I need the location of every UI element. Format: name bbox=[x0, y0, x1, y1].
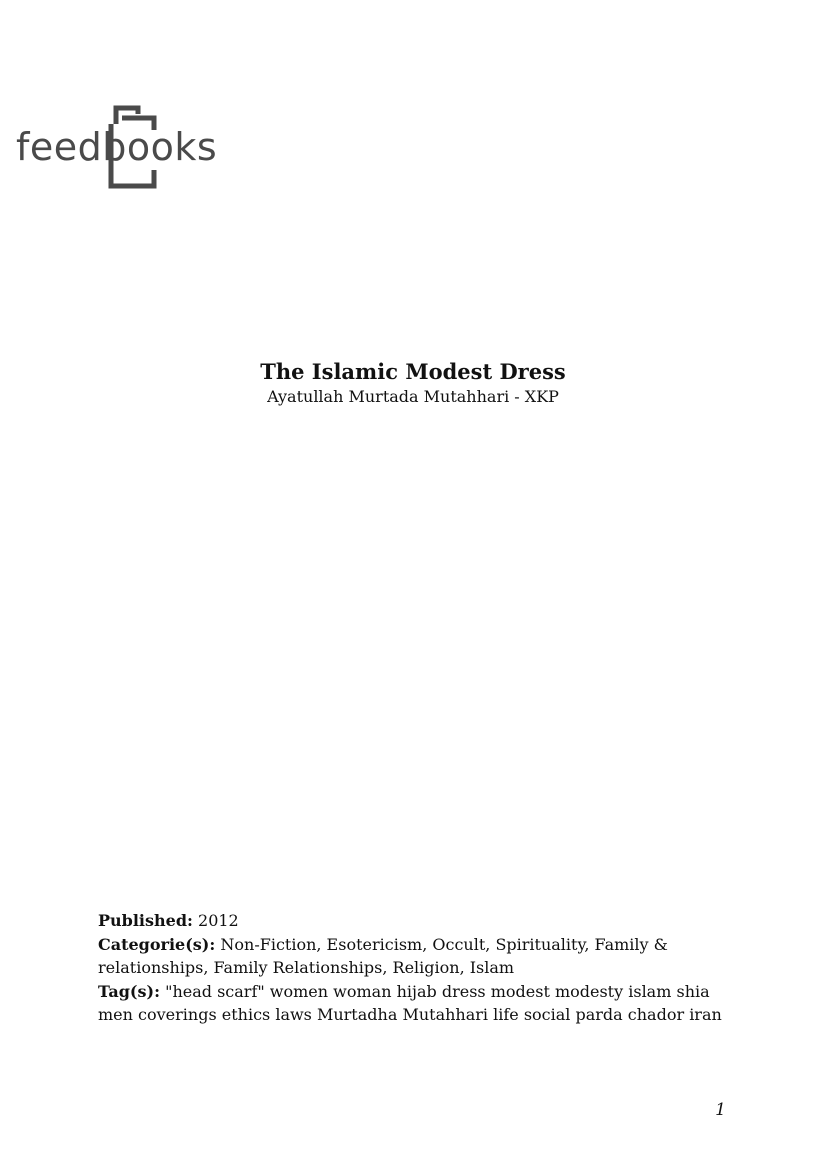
categories-label: Categorie(s): bbox=[98, 934, 216, 954]
published-row bbox=[98, 909, 728, 933]
book-title: The Islamic Modest Dress bbox=[260, 359, 566, 384]
title-block bbox=[0, 358, 826, 408]
categories-row bbox=[98, 933, 728, 980]
published-label: Published: bbox=[98, 911, 193, 930]
tags-value: "head scarf" women woman hijab dress modest modesty islam shia men coverings ethics laws Murtadha Mutahhari life social parda chador iran bbox=[98, 981, 722, 1024]
tags-label: Tag(s): bbox=[98, 981, 160, 1001]
book-author: Ayatullah Murtada Mutahhari - XKP bbox=[267, 387, 559, 406]
logo-wordmark: feedbooks bbox=[16, 125, 218, 169]
categories-value: Non-Fiction, Esotericism, Occult, Spirituality, Family & relationships, Family Relationships, Religion, Islam bbox=[98, 934, 668, 977]
book-metadata bbox=[98, 909, 728, 1027]
tags-row bbox=[98, 980, 728, 1027]
page-number: 1 bbox=[715, 1100, 726, 1120]
published-value: 2012 bbox=[198, 911, 239, 930]
